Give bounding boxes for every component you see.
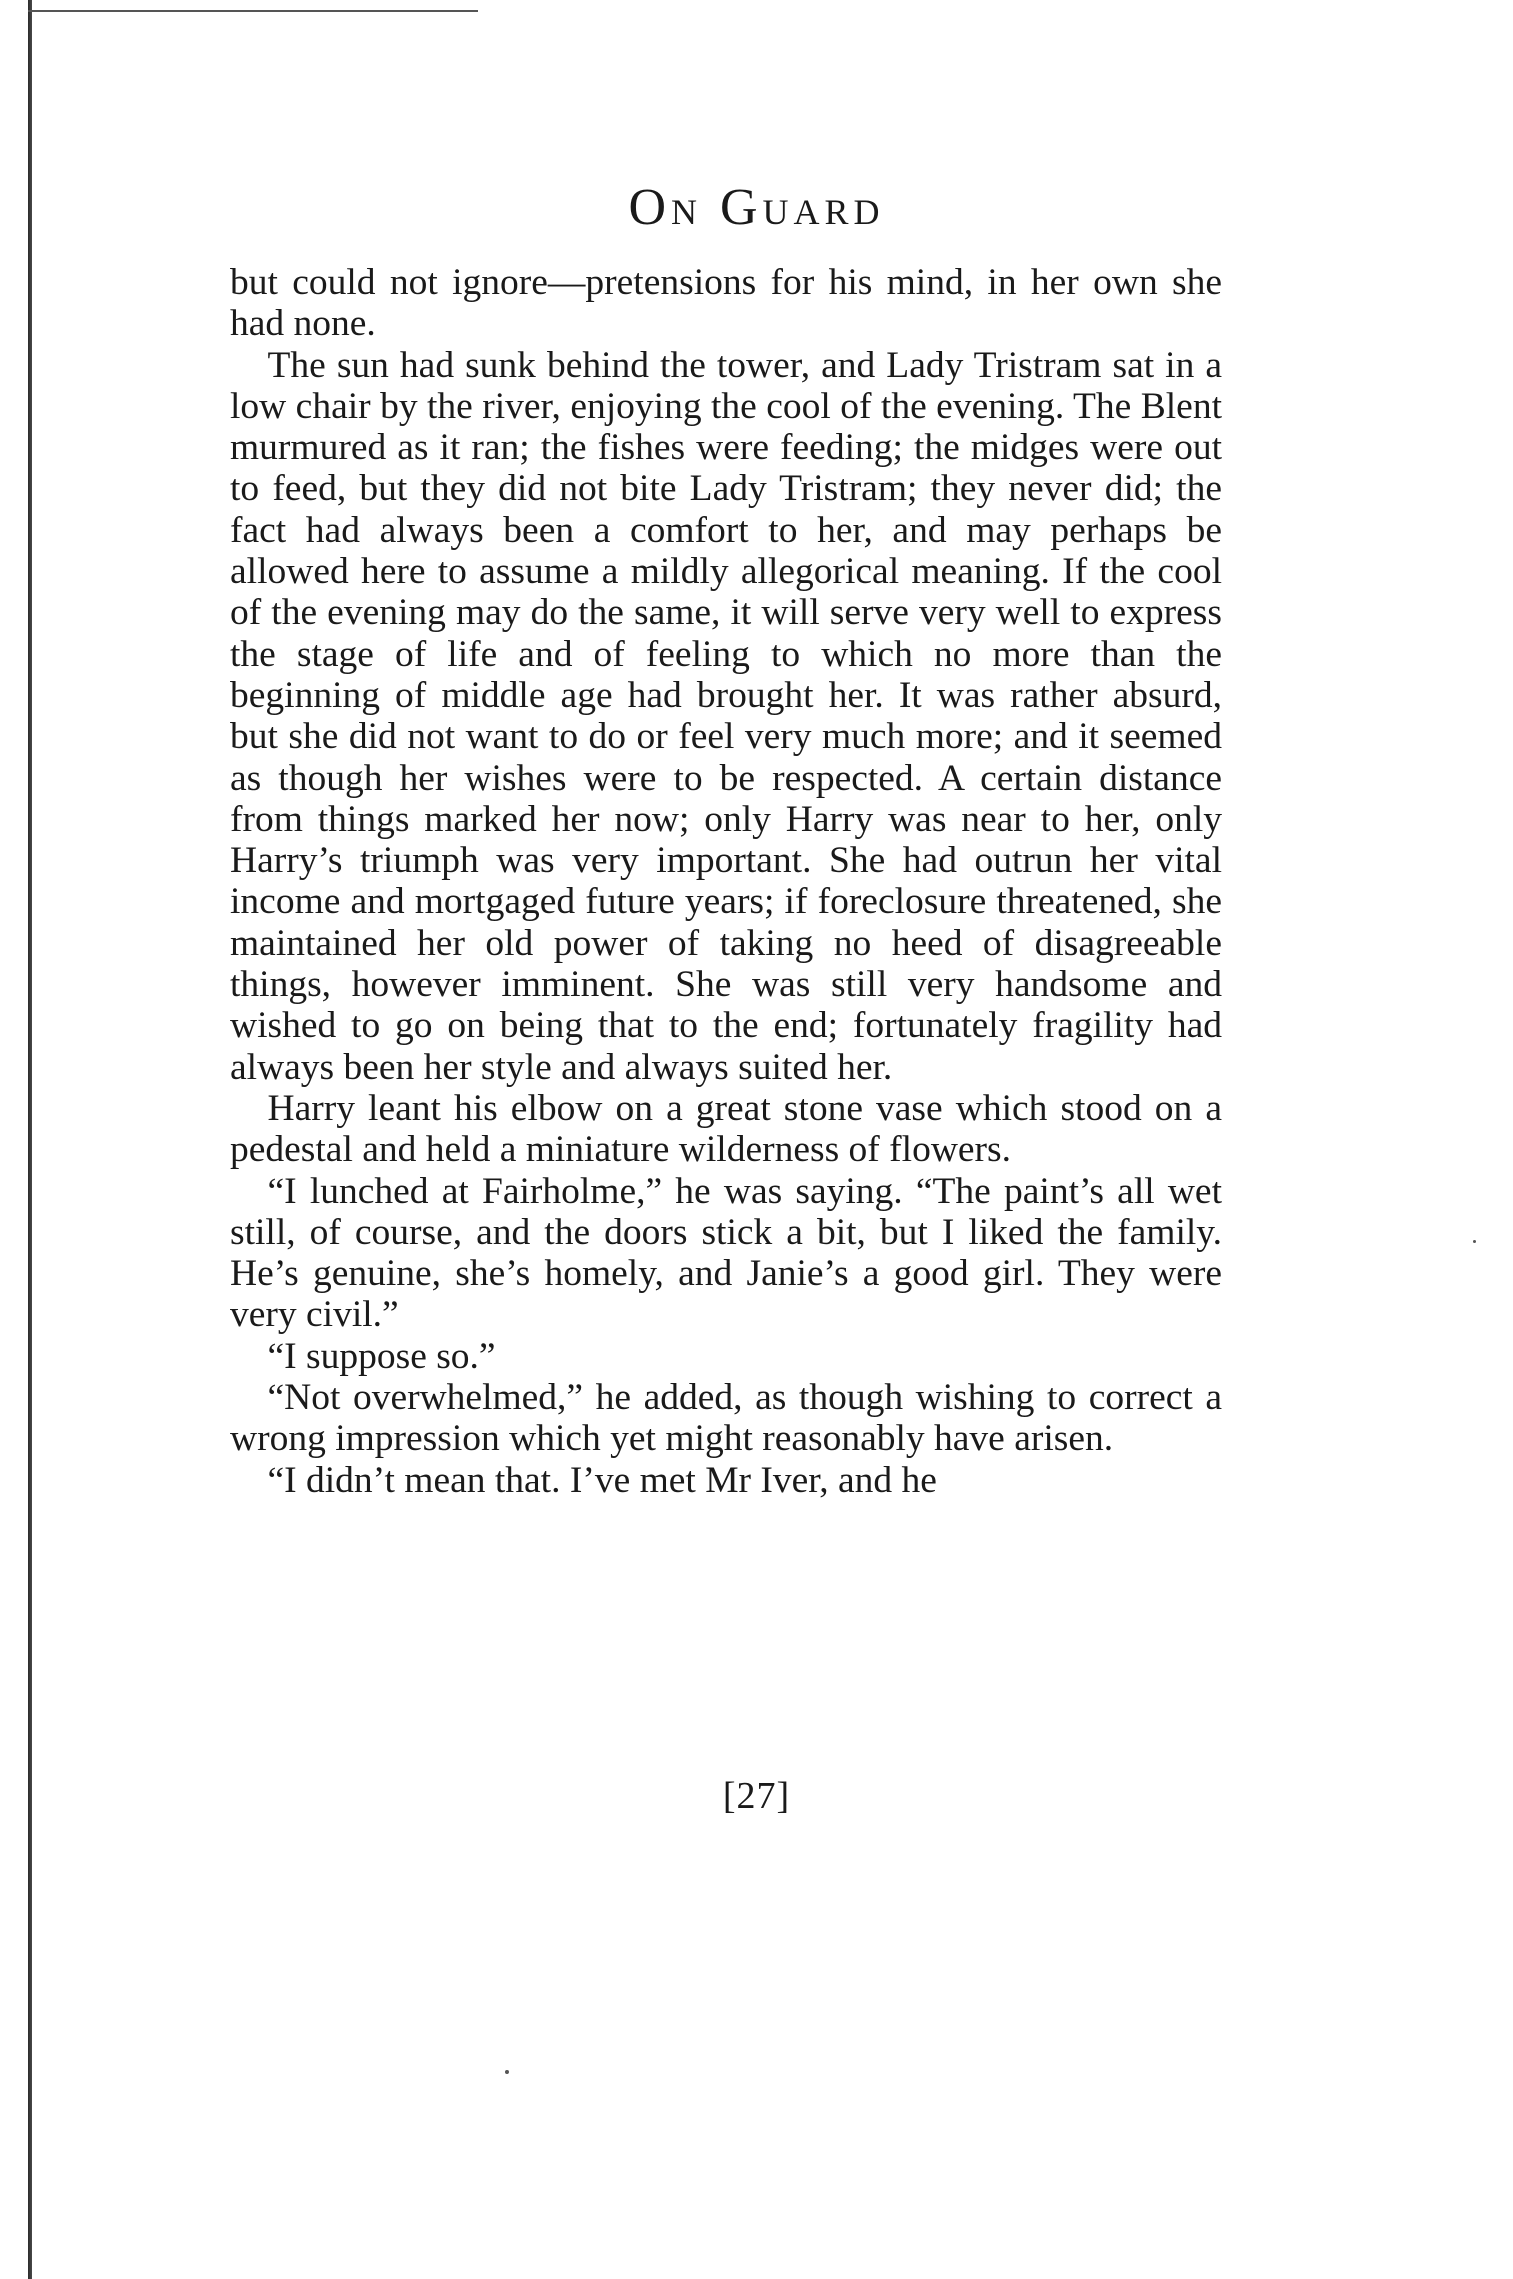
body-text bbox=[230, 262, 1222, 1501]
page-number: [27] bbox=[722, 1775, 791, 1817]
running-head: On Guard bbox=[628, 179, 885, 236]
paragraph-3: Harry leant his elbow on a great stone vase which stood on a pedestal and held a miniature wilderness of flowers. bbox=[230, 1087, 1222, 1171]
paragraph-2: The sun had sunk behind the tower, and Lady Tristram sat in a low chair by the river, enjoying the cool of the evening. The Blent murmured as it ran; the fishes were feeding; the midges were out to feed, but they did not bite Lady Tristram; they never did; the fact had always been a comfort to her, and may perhaps be allowed here to assume a mildly allegorical meaning. If the cool of the evening may do the same, it will serve very well to express the stage of life and of feeling to which no more than the beginning of middle age had brought her. It was rather absurd, but she did not want to do or feel very much more; and it seemed as though her wishes were to be respected. A certain distance from things marked her now; only Harry was near to her, only Harry’s triumph was very important. She had outrun her vital income and mortgaged future years; if foreclosure threatened, she maintained her old power of taking no heed of disagreeable things, however imminent. She was still very handsome and wished to go on being that to the end; fortunately fragility had always been her style and always suited her. bbox=[230, 344, 1222, 1088]
paper-speck bbox=[1473, 1240, 1476, 1243]
paragraph-1: but could not ignore—pretensions for his mind, in her own she had none. bbox=[230, 262, 1222, 345]
paper-speck bbox=[505, 2070, 509, 2074]
top-rule bbox=[28, 10, 478, 12]
paragraph-7: “I didn’t mean that. I’ve met Mr Iver, and he bbox=[267, 1459, 937, 1501]
paragraph-4: “I lunched at Fairholme,” he was saying. “The paint’s all wet still, of course, and the doors stick a bit, but I liked the family. He’s genuine, she’s homely, and Janie’s a good girl. They were very civil.” bbox=[230, 1170, 1222, 1336]
paragraph-6: “Not overwhelmed,” he added, as though wishing to correct a wrong impression which yet might reasonably have arisen. bbox=[230, 1377, 1222, 1460]
paragraph-5: “I suppose so.” bbox=[267, 1335, 496, 1377]
binding-edge bbox=[28, 0, 32, 2279]
